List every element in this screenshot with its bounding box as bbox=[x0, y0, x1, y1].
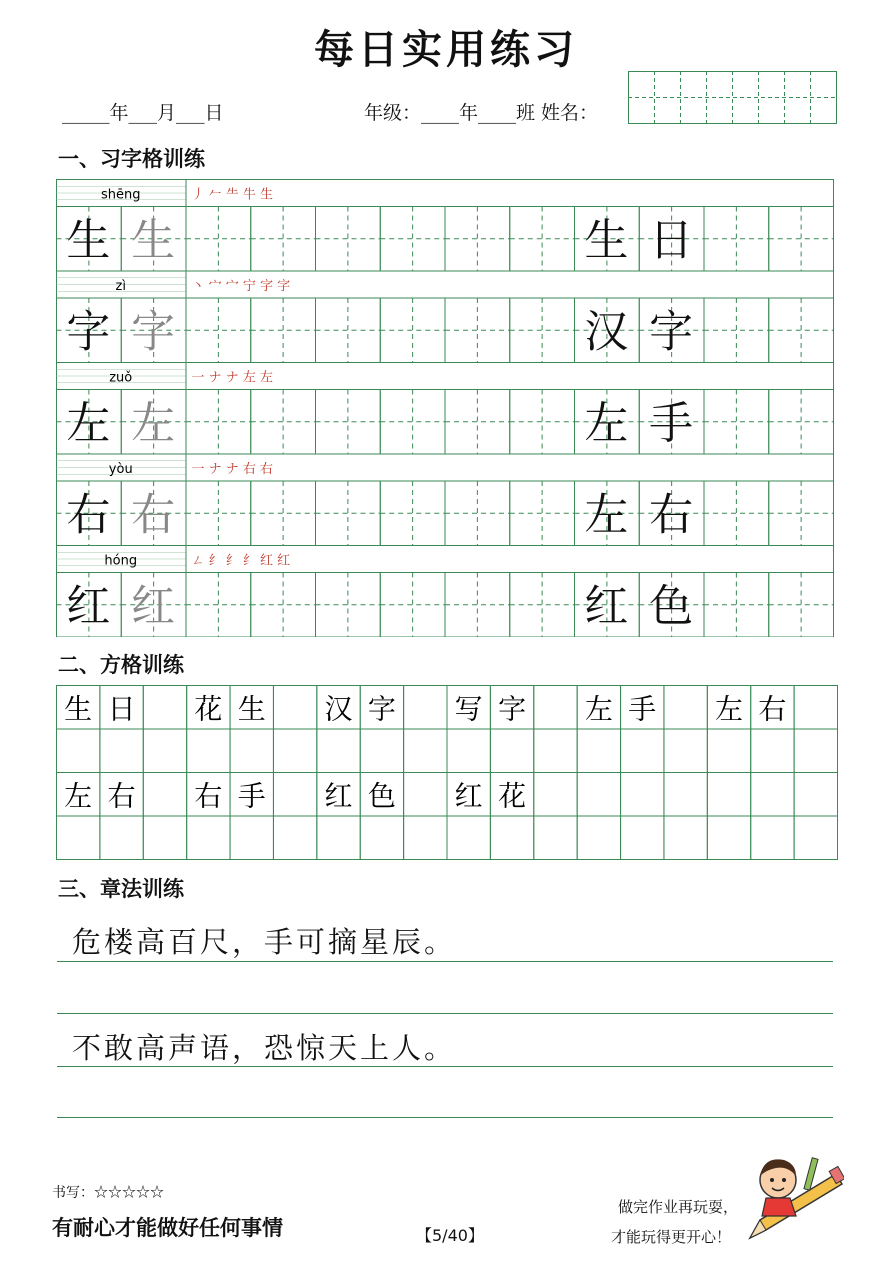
writing-rule bbox=[57, 1013, 833, 1014]
square-cell bbox=[404, 816, 447, 860]
square-cell bbox=[664, 816, 707, 860]
model-char: 左 bbox=[66, 397, 111, 449]
square-char: 左 bbox=[715, 692, 744, 726]
stroke-order: ㄥ 纟 纟 纟 红 红 bbox=[191, 553, 291, 569]
stroke-order: 丿 𠂉 ⺧ 牛 生 bbox=[191, 187, 274, 203]
square-cell bbox=[57, 729, 100, 773]
square-cell bbox=[621, 816, 664, 860]
word-char: 字 bbox=[649, 306, 694, 358]
square-cell bbox=[751, 773, 794, 817]
section-2-heading: 二、方格训练 bbox=[58, 653, 184, 677]
square-cell bbox=[230, 816, 273, 860]
square-cell bbox=[707, 773, 750, 817]
word-char: 右 bbox=[649, 489, 694, 541]
square-cell bbox=[404, 729, 447, 773]
square-cell bbox=[534, 773, 577, 817]
sentence-1: 危楼高百尺，手可摘星辰。 bbox=[72, 925, 457, 959]
square-cell bbox=[100, 816, 143, 860]
square-char: 日 bbox=[107, 692, 136, 726]
word-char: 日 bbox=[649, 214, 694, 266]
square-cell bbox=[447, 816, 490, 860]
name-boxes bbox=[628, 71, 838, 125]
square-cell bbox=[187, 729, 230, 773]
model-char: 右 bbox=[66, 489, 111, 541]
cartoon-boy-pencil-icon bbox=[740, 1150, 844, 1246]
square-cell bbox=[707, 816, 750, 860]
square-cell bbox=[707, 729, 750, 773]
trace-char: 红 bbox=[131, 580, 176, 632]
square-char: 左 bbox=[584, 692, 613, 726]
trace-char: 左 bbox=[131, 397, 176, 449]
pinyin-label: hóng bbox=[104, 553, 138, 569]
square-cell bbox=[490, 729, 533, 773]
section-3-heading: 三、章法训练 bbox=[58, 877, 184, 901]
square-cell bbox=[664, 686, 707, 730]
square-cell bbox=[404, 686, 447, 730]
square-cell bbox=[360, 816, 403, 860]
word-char: 红 bbox=[584, 580, 629, 632]
square-cell bbox=[273, 686, 316, 730]
square-cell bbox=[577, 816, 620, 860]
square-cell bbox=[57, 816, 100, 860]
square-cell bbox=[317, 729, 360, 773]
square-char: 生 bbox=[237, 692, 266, 726]
pinyin-label: zuǒ bbox=[109, 370, 133, 386]
word-char: 左 bbox=[584, 489, 629, 541]
section-1-heading: 一、习字格训练 bbox=[58, 147, 205, 171]
square-cell bbox=[794, 729, 837, 773]
model-char: 生 bbox=[66, 214, 111, 266]
square-cell bbox=[447, 729, 490, 773]
practice-grid bbox=[56, 179, 835, 637]
square-char: 写 bbox=[454, 692, 483, 726]
square-cell bbox=[534, 686, 577, 730]
square-cell bbox=[621, 773, 664, 817]
word-char: 手 bbox=[649, 397, 694, 449]
sentence-2: 不敢高声语，恐惊天上人。 bbox=[72, 1031, 457, 1065]
square-cell bbox=[794, 816, 837, 860]
stroke-order: 丶 宀 宀 宁 字 字 bbox=[191, 279, 291, 294]
word-char: 汉 bbox=[584, 306, 629, 358]
square-grid bbox=[56, 685, 839, 861]
square-cell bbox=[664, 773, 707, 817]
writing-rule bbox=[57, 1066, 833, 1067]
page-title: 每日实用练习 bbox=[314, 27, 578, 73]
square-char: 字 bbox=[367, 692, 396, 726]
writing-rule bbox=[57, 961, 833, 962]
square-char: 生 bbox=[64, 692, 93, 726]
square-cell bbox=[534, 729, 577, 773]
square-cell bbox=[577, 729, 620, 773]
square-cell bbox=[100, 729, 143, 773]
square-cell bbox=[143, 816, 186, 860]
grade-name-line: 年级：____年____班 姓名： bbox=[364, 102, 599, 124]
square-cell bbox=[360, 729, 403, 773]
page-number: 【5/40】 bbox=[416, 1226, 484, 1245]
square-cell bbox=[534, 816, 577, 860]
rating-line: 书写：☆☆☆☆☆ bbox=[52, 1185, 164, 1201]
square-cell bbox=[404, 773, 447, 817]
square-cell bbox=[317, 816, 360, 860]
word-char: 左 bbox=[584, 397, 629, 449]
pinyin-label: shēng bbox=[100, 187, 141, 203]
square-char: 汉 bbox=[324, 692, 353, 726]
square-cell bbox=[143, 686, 186, 730]
square-char: 红 bbox=[454, 779, 483, 813]
trace-char: 右 bbox=[131, 489, 176, 541]
square-char: 手 bbox=[628, 692, 657, 726]
pinyin-label: zì bbox=[115, 279, 126, 294]
square-cell bbox=[273, 816, 316, 860]
square-char: 花 bbox=[498, 779, 527, 813]
square-cell bbox=[273, 729, 316, 773]
square-char: 手 bbox=[237, 779, 266, 813]
square-cell bbox=[230, 729, 273, 773]
square-cell bbox=[490, 816, 533, 860]
square-cell bbox=[273, 773, 316, 817]
word-char: 生 bbox=[584, 214, 629, 266]
square-cell bbox=[751, 816, 794, 860]
square-char: 字 bbox=[498, 692, 527, 726]
square-cell bbox=[187, 816, 230, 860]
cheer-line-1: 做完作业再玩耍， bbox=[618, 1198, 739, 1216]
square-char: 右 bbox=[107, 779, 136, 813]
square-cell bbox=[621, 729, 664, 773]
word-char: 色 bbox=[649, 580, 694, 632]
square-char: 右 bbox=[758, 692, 787, 726]
motto: 有耐心才能做好任何事情 bbox=[52, 1216, 283, 1240]
model-char: 字 bbox=[66, 306, 111, 358]
square-char: 左 bbox=[64, 779, 93, 813]
square-cell bbox=[143, 729, 186, 773]
stroke-order: 一 ナ ナ 右 右 bbox=[191, 462, 274, 477]
cheer-line-2: 才能玩得更开心！ bbox=[611, 1228, 732, 1246]
stroke-order: 一 ナ ナ 左 左 bbox=[191, 370, 274, 386]
square-cell bbox=[143, 773, 186, 817]
trace-char: 生 bbox=[131, 214, 176, 266]
writing-rule bbox=[57, 1117, 833, 1118]
square-char: 花 bbox=[194, 692, 223, 726]
pinyin-label: yòu bbox=[108, 462, 133, 477]
square-char: 红 bbox=[324, 779, 353, 813]
square-cell bbox=[794, 686, 837, 730]
square-char: 色 bbox=[367, 779, 396, 813]
square-char: 右 bbox=[194, 779, 223, 813]
trace-char: 字 bbox=[131, 306, 176, 358]
square-cell bbox=[664, 729, 707, 773]
square-cell bbox=[577, 773, 620, 817]
date-line: _____年___月___日 bbox=[62, 102, 224, 124]
model-char: 红 bbox=[66, 580, 111, 632]
square-cell bbox=[794, 773, 837, 817]
square-cell bbox=[751, 729, 794, 773]
